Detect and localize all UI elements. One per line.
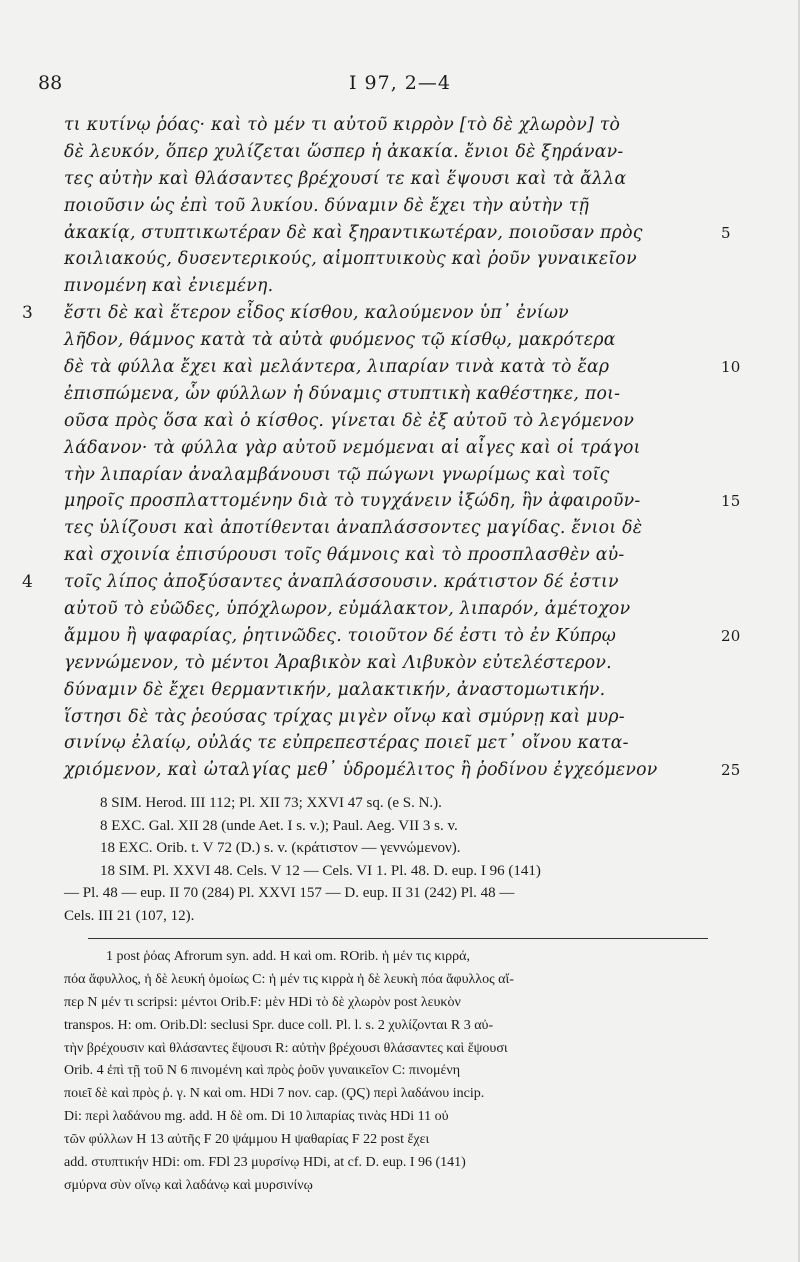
critical-apparatus <box>64 946 712 1198</box>
text-line <box>64 435 712 462</box>
text-line-content: τες αὐτὴν καὶ θλάσαντες βρέχουσί τε καὶ ἕψουσι καὶ τὰ ἄλλα <box>64 168 627 189</box>
text-line-content: σινίνῳ ἐλαίῳ, οὐλάς τε εὐπρεπεστέρας ποιεῖ μετ᾽ οἴνου κατα- <box>64 733 629 754</box>
text-line-content: τοῖς λίπος ἀποξύσαντες ἀναπλάσσουσιν. κράτιστον δέ ἐστιν <box>64 572 619 593</box>
source-line: — Pl. 48 — eup. II 70 (284) Pl. XXVI 157 — D. eup. II 31 (242) Pl. 48 — <box>64 885 515 901</box>
text-line-content: ἵστησι δὲ τὰς ῥεούσας τρίχας μιγὲν οἴνῳ καὶ σμύρνῃ καὶ μυρ- <box>64 706 625 727</box>
text-line <box>64 273 712 300</box>
text-line-content: γεννώμενον, τὸ μέντοι Ἀραβικὸν καὶ Λιβυκὸν εὐτελέστερον. <box>64 652 612 673</box>
section-number: 4 <box>22 572 34 593</box>
source-line: 18 SIM. Pl. XXVI 48. Cels. V 12 — Cels. VI 1. Pl. 48. D. eup. I 96 (141) <box>100 862 541 879</box>
page-number: 88 <box>38 72 63 94</box>
text-line-content: ποιοῦσιν ὡς ἐπὶ τοῦ λυκίου. δύναμιν δὲ ἔχει τὴν αὐτὴν τῇ <box>64 195 590 216</box>
text-line-content: δὲ λευκόν, ὅπερ χυλίζεται ὥσπερ ἡ ἀκακία. ἔνιοι δὲ ξηράναν- <box>64 141 624 162</box>
text-line-content: λάδανον· τὰ φύλλα γὰρ αὐτοῦ νεμόμεναι αἱ αἶγες καὶ οἱ τράγοι <box>64 437 641 458</box>
apparatus-line: πόα ἄφυλλος, ἡ δὲ λευκή ὁμοίως C: ἡ μέν τις κιρρὰ ἡ δὲ λευκὴ πόα ἄφυλλος αἴ- <box>64 971 514 987</box>
text-line-content: χριόμενον, καὶ ὠταλγίας μεθ᾽ ὑδρομέλιτος ἢ ῥοδίνου ἐγχεόμενον <box>64 760 658 781</box>
line-number: 15 <box>721 492 741 511</box>
text-line-content: δὲ τὰ φύλλα ἔχει καὶ μελάντερα, λιπαρίαν τινὰ κατὰ τὸ ἔαρ <box>64 357 610 378</box>
apparatus-line: τὴν βρέχουσιν καὶ θλάσαντες ἕψουσι R: αὐτὴν βρέχουσι θλάσαντες καὶ ἕψουσι <box>64 1040 508 1056</box>
apparatus-line: περ N μέν τι scripsi: μέντοι Orib.F: μὲν HDi τὸ δὲ χλωρὸν post λευκὸν <box>64 994 461 1010</box>
text-line <box>64 381 712 408</box>
text-line <box>22 569 712 596</box>
line-number: 25 <box>721 761 741 780</box>
apparatus-line: τῶν φύλλων H 13 αὐτῆς F 20 ψάμμου H ψαθαρίας F 22 post ἔχει <box>64 1132 430 1148</box>
text-line <box>64 166 712 193</box>
text-line-content: τὴν λιπαρίαν ἀναλαμβάνουσι τῷ πώγωνι γνωρίμως καὶ τοῖς <box>64 464 610 485</box>
apparatus-line: Orib. 4 ἐπὶ τῇ τοῦ N 6 πινομένη καὶ πρὸς ῥοῦν γυναικεῖον C: πινομένη <box>64 1063 461 1079</box>
line-number: 20 <box>721 626 741 645</box>
text-line <box>64 704 712 731</box>
text-line <box>64 730 712 757</box>
text-line-content: αὐτοῦ τὸ εὐῶδες, ὑπόχλωρον, εὐμάλακτον, λιπαρόν, ἀμέτοχον <box>64 599 631 620</box>
line-number: 10 <box>721 358 741 377</box>
source-line: 8 EXC. Gal. XII 28 (unde Aet. I s. v.); Paul. Aeg. VII 3 s. v. <box>100 817 458 834</box>
line-number: 5 <box>721 223 731 242</box>
text-line-content: τι κυτίνῳ ῥόας· καὶ τὸ μέν τι αὐτοῦ κιρρὸν [τὸ δὲ χλωρὸν] τὸ <box>64 115 621 135</box>
text-line-content: ἄμμου ἢ ψαφαρίας, ῥητινῶδες. τοιοῦτον δέ ἐστι τὸ ἐν Κύπρῳ <box>64 625 617 646</box>
apparatus-line: transpos. H: om. Orib.Dl: seclusi Spr. duce coll. Pl. l. s. 2 χυλίζονται R 3 αὐ- <box>64 1017 494 1033</box>
text-line-content: κοιλιακούς, δυσεντερικούς, αἱμοπτυικοὺς καὶ ῥοῦν γυναικεῖον <box>64 249 637 270</box>
text-line-content: πινομένη καὶ ἐνιεμένη. <box>64 276 274 297</box>
text-line <box>64 220 731 247</box>
text-line <box>64 677 712 704</box>
text-line <box>64 139 712 166</box>
apparatus-line: σμύρνα σὺν οἴνῳ καὶ λαδάνῳ καὶ μυρσινίνῳ <box>64 1177 313 1193</box>
text-line <box>64 193 712 220</box>
page-header <box>0 72 800 98</box>
text-line-content: ἔστι δὲ καὶ ἕτερον εἶδος κίσθου, καλούμενον ὑπ᾽ ἐνίων <box>64 303 569 324</box>
text-line <box>64 596 712 623</box>
text-line <box>64 354 741 381</box>
text-line-content: μηροῖς προσπλαττομένην διὰ τὸ τυγχάνειν ἰξώδη, ἣν ἀφαιροῦν- <box>64 491 641 512</box>
text-line <box>64 327 712 354</box>
text-line <box>64 408 712 435</box>
source-citations <box>64 792 704 927</box>
text-line <box>64 112 712 139</box>
text-line-content: τες ὑλίζουσι καὶ ἀποτίθενται ἀναπλάσσοντες μαγίδας. ἔνιοι δὲ <box>64 518 643 539</box>
main-greek-text <box>22 112 741 784</box>
text-line-content: λῆδον, θάμνος κατὰ τὰ αὐτὰ φυόμενος τῷ κίσθῳ, μακρότερα <box>64 330 616 351</box>
text-line <box>64 515 712 542</box>
text-line <box>64 650 712 677</box>
text-line <box>22 300 712 327</box>
source-line: 8 SIM. Herod. III 112; Pl. XII 73; XXVI 47 sq. (e S. N.). <box>100 795 442 811</box>
text-line <box>64 623 741 650</box>
text-line <box>64 246 712 273</box>
apparatus-line: add. στυπτικήν HDi: om. FDl 23 μυρσίνῳ HDi, at cf. D. eup. I 96 (141) <box>64 1155 466 1171</box>
text-line <box>64 757 741 784</box>
text-line-content: οῦσα πρὸς ὅσα καὶ ὁ κίσθος. γίνεται δὲ ἐξ αὐτοῦ τὸ λεγόμενον <box>64 410 635 431</box>
source-line: 18 EXC. Orib. t. V 72 (D.) s. v. (κράτιστον — γεννώμενον). <box>100 840 461 856</box>
text-line-content: ἀκακίᾳ, στυπτικωτέραν δὲ καὶ ξηραντικωτέραν, ποιοῦσαν πρὸς <box>64 222 643 243</box>
text-line-content: καὶ σχοινία ἐπισύρουσι τοῖς θάμνοις καὶ τὸ προσπλασθὲν αὐ- <box>64 545 625 566</box>
text-line-content: δύναμιν δὲ ἔχει θερμαντικήν, μαλακτικήν, ἀναστομωτικήν. <box>64 679 606 700</box>
text-line <box>64 542 712 569</box>
text-line <box>64 462 712 489</box>
apparatus-line: Di: περὶ λαδάνου mg. add. H δὲ om. Di 10 λιπαρίας τινὰς HDi 11 οὐ <box>64 1109 449 1125</box>
text-line <box>64 488 741 515</box>
source-line: Cels. III 21 (107, 12). <box>64 907 195 924</box>
apparatus-line: 1 post ῥόας Afrorum syn. add. H καὶ om. ROrib. ἡ μέν τις κιρρά, <box>106 949 470 964</box>
text-line-content: ἐπισπώμενα, ὧν φύλλων ἡ δύναμις στυπτικὴ καθέστηκε, ποι- <box>64 383 621 404</box>
footnote-divider <box>88 938 708 939</box>
apparatus-line: ποιεῖ δὲ καὶ πρὸς ῥ. γ. N καὶ om. HDi 7 nov. cap. (ϘϚ) περὶ λαδάνου incip. <box>64 1086 485 1102</box>
running-head: I 97, 2—4 <box>349 72 451 94</box>
section-number: 3 <box>22 303 34 324</box>
